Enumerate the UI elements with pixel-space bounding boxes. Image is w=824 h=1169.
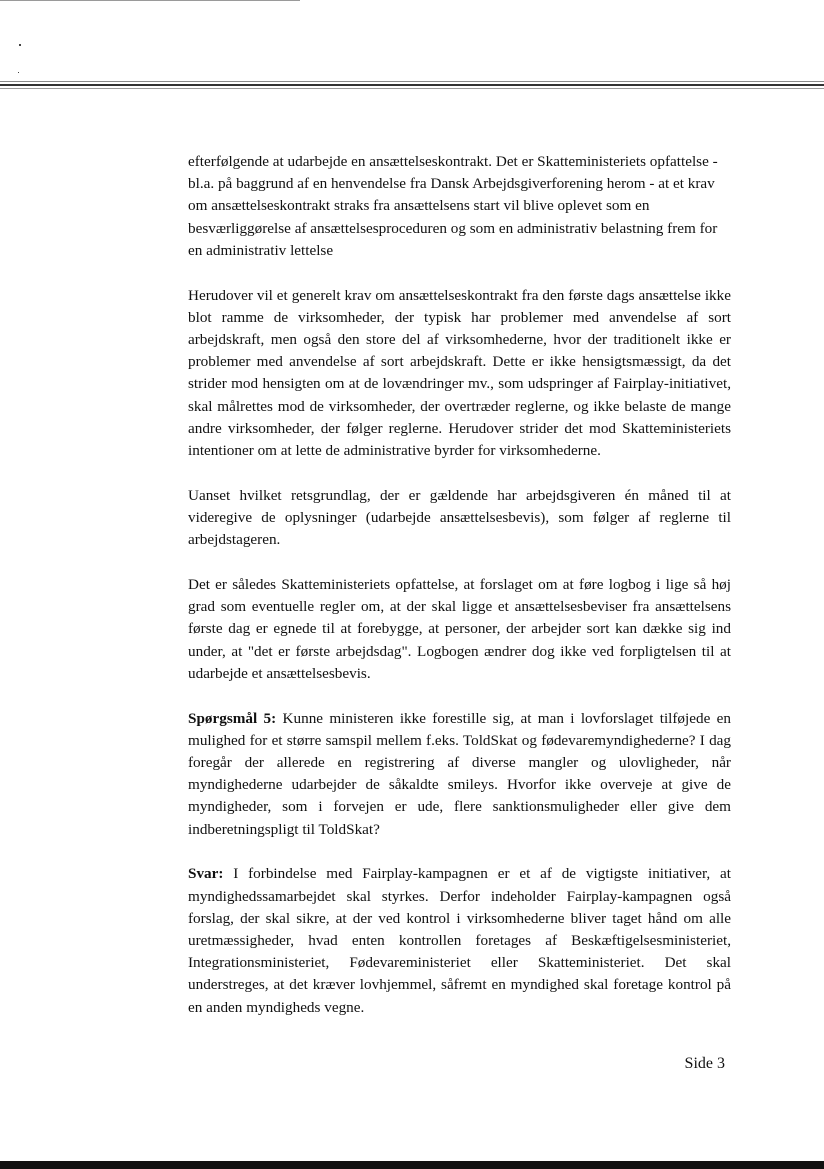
- header-rule: [0, 81, 824, 82]
- answer-paragraph: [188, 863, 731, 1018]
- paragraph: efterfølgende at udarbejde en ansættelseskontrakt. Det er Skatteministeriets opfattelse - bl.a. på baggrund af en henvendelse fra Dansk Arbejdsgiverforening herom - at et krav om ansættelseskontrakt straks fra ansættelsens start vil blive oplevet som en besværliggørelse af ansættelsesproceduren og som en administrativ belastning frem for en administrativ lettelse: [188, 153, 718, 259]
- paragraph: Uanset hvilket retsgrundlag, der er gældende har arbejdsgiveren én måned til at videregive de oplysninger (udarbejde ansættelsesbevis), som følger af reglerne til arbejdstageren.: [188, 486, 731, 549]
- paragraph: Herudover vil et generelt krav om ansættelseskontrakt fra den første dags ansættelse ikke blot ramme de virksomheder, der typisk har problemer med anvendelse af sort arbejdskraft, men også den store del af virksomhederne, hvor der traditionelt ikke er problemer med anvendelse af sort arbejdskraft. Dette er ikke hensigtsmæssigt, da det strider mod hensigten om at de lovændringer mv., som udspringer af Fairplay-initiativet, skal målrettes mod de virksomheder, der overtræder reglerne, og ikke belaste de mange andre virksomheder, der følger reglerne. Herudover strider det mod Skatteministeriets intentioner om at lette de administrative byrder for virksomhederne.: [188, 286, 731, 460]
- scan-bottom-edge: [0, 1161, 824, 1169]
- scan-edge-line: [0, 0, 300, 1]
- header-rule: [0, 84, 824, 86]
- scan-speck: [18, 72, 19, 73]
- page-number: Side 3: [684, 1055, 725, 1072]
- question-paragraph: [188, 708, 731, 841]
- answer-label: Svar:: [188, 865, 224, 883]
- question-text: Kunne ministeren ikke forestille sig, at man i lovforslaget tilføjede en mulighed for et større samspil mellem f.eks. ToldSkat og fødevaremyndighederne? I dag foregår der allerede en registrering af diverse mangler og ulovligheder, når myndighederne udarbejder de såkaldte smileys. Hvorfor ikke overveje at give de myndigheder, som i forvejen er ude, flere sanktionsmuligheder eller give dem indberetningspligt til ToldSkat?: [188, 709, 731, 838]
- paragraph: Det er således Skatteministeriets opfattelse, at forslaget om at føre logbog i lige så høj grad som eventuelle regler om, at der skal ligge et ansættelsesbeviser fra ansættelsens første dag er egnede til at forebygge, at personer, der arbejder sort kan dække sig ind under, at "det er første arbejdsdag". Logbogen ændrer dog ikke ved forpligtelsen til at udarbejde et ansættelsesbevis.: [188, 576, 731, 682]
- document-body: [188, 151, 731, 1041]
- header-rule: [0, 88, 824, 89]
- question-label: Spørgsmål 5:: [188, 709, 277, 727]
- answer-text: I forbindelse med Fairplay-kampagnen er et af de vigtigste initiativer, at myndighedssamarbejdet skal styrkes. Derfor indeholder Fairplay-kampagnen også forslag, der skal sikre, at der ved kontrol i virksomhederne bliver taget hånd om alle uretmæssigheder, hvad enten kontrollen foretages af Beskæftigelsesministeriet, Integrationsministeriet, Fødevareministeriet eller Skatteministeriet. Det skal understreges, at det kræver lovhjemmel, såfremt en myndighed skal foretage kontrol på en anden myndigheds vegne.: [188, 865, 731, 1016]
- scan-speck: [19, 44, 21, 46]
